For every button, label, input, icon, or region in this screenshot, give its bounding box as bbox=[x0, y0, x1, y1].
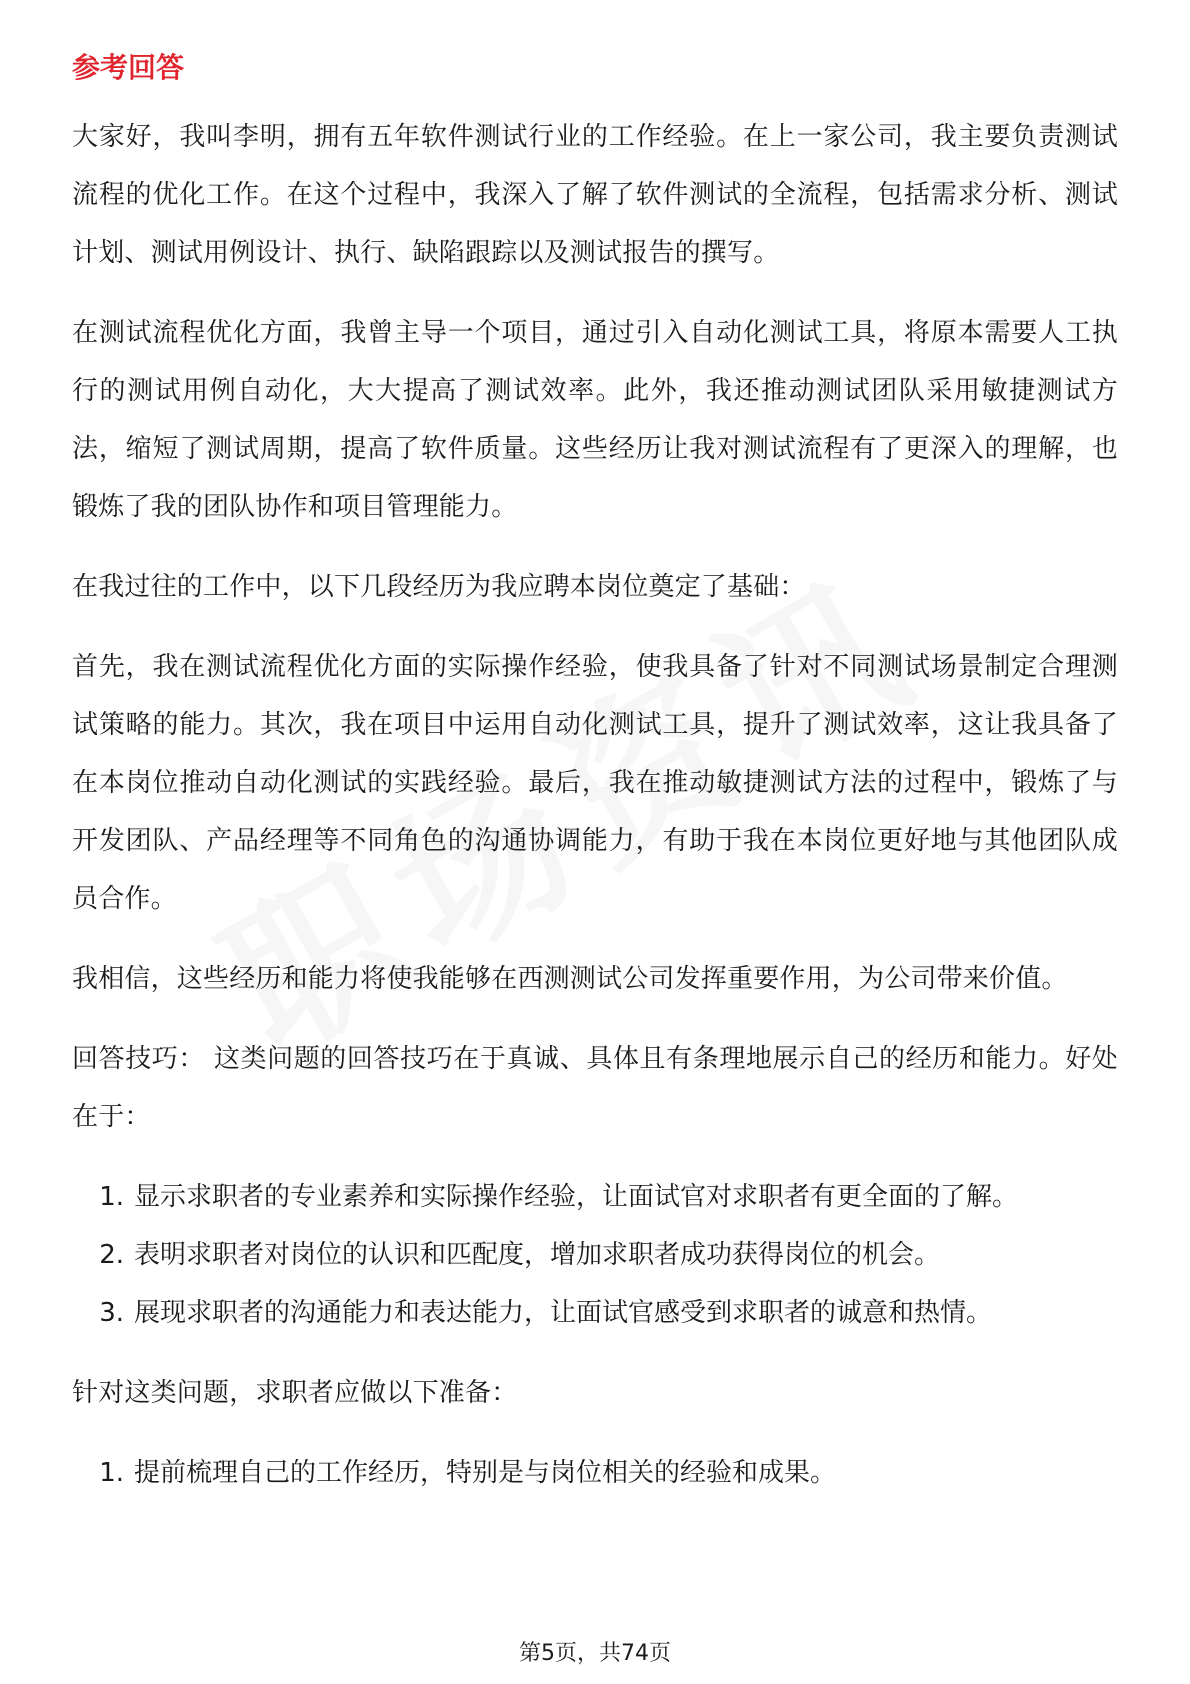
list-item-number: 1. bbox=[99, 1458, 124, 1488]
list-item bbox=[72, 1284, 1118, 1342]
page-number-footer: 第5页，共74页 bbox=[519, 1641, 671, 1666]
list-item-text: 表明求职者对岗位的认识和匹配度，增加求职者成功获得岗位的机会。 bbox=[134, 1240, 941, 1270]
paragraph-conclusion: 我相信，这些经历和能力将使我能够在西测测试公司发挥重要作用，为公司带来价值。 bbox=[72, 964, 1068, 994]
paragraph-details: 首先，我在测试流程优化方面的实际操作经验，使我具备了针对不同测试场景制定合理测试策略的能力。其次，我在项目中运用自动化测试工具，提升了测试效率，这让我具备了在本岗位推动自动化测试的实践经验。最后，我在推动敏捷测试方法的过程中，锻炼了与开发团队、产品经理等不同角色的沟通协调能力，有助于我在本岗位更好地与其他团队成员合作。 bbox=[72, 652, 1118, 914]
list-item-text: 显示求职者的专业素养和实际操作经验，让面试官对求职者有更全面的了解。 bbox=[134, 1182, 1019, 1212]
paragraph-prep-intro: 针对这类问题，求职者应做以下准备： bbox=[72, 1378, 518, 1408]
list-item-number: 1. bbox=[99, 1182, 124, 1212]
list-item-number: 3. bbox=[99, 1298, 124, 1328]
benefits-list bbox=[72, 1168, 1118, 1342]
paragraph-intro: 大家好，我叫李明，拥有五年软件测试行业的工作经验。在上一家公司，我主要负责测试流程的优化工作。在这个过程中，我深入了解了软件测试的全流程，包括需求分析、测试计划、测试用例设计、执行、缺陷跟踪以及测试报告的撰写。 bbox=[72, 122, 1118, 268]
list-item bbox=[72, 1226, 1118, 1284]
paragraph-optimization: 在测试流程优化方面，我曾主导一个项目，通过引入自动化测试工具，将原本需要人工执行的测试用例自动化，大大提高了测试效率。此外，我还推动测试团队采用敏捷测试方法，缩短了测试周期，提高了软件质量。这些经历让我对测试流程有了更深入的理解，也锻炼了我的团队协作和项目管理能力。 bbox=[72, 318, 1118, 522]
list-item bbox=[72, 1444, 1118, 1502]
document-page bbox=[72, 48, 1118, 1524]
paragraph-tips: 回答技巧： 这类问题的回答技巧在于真诚、具体且有条理地展示自己的经历和能力。好处在于： bbox=[72, 1044, 1118, 1132]
prep-list bbox=[72, 1444, 1118, 1502]
paragraph-foundation: 在我过往的工作中，以下几段经历为我应聘本岗位奠定了基础： bbox=[72, 572, 806, 602]
section-title: 参考回答 bbox=[72, 51, 185, 84]
list-item-text: 提前梳理自己的工作经历，特别是与岗位相关的经验和成果。 bbox=[134, 1458, 837, 1488]
list-item-number: 2. bbox=[99, 1240, 124, 1270]
list-item bbox=[72, 1168, 1118, 1226]
list-item-text: 展现求职者的沟通能力和表达能力，让面试官感受到求职者的诚意和热情。 bbox=[134, 1298, 993, 1328]
